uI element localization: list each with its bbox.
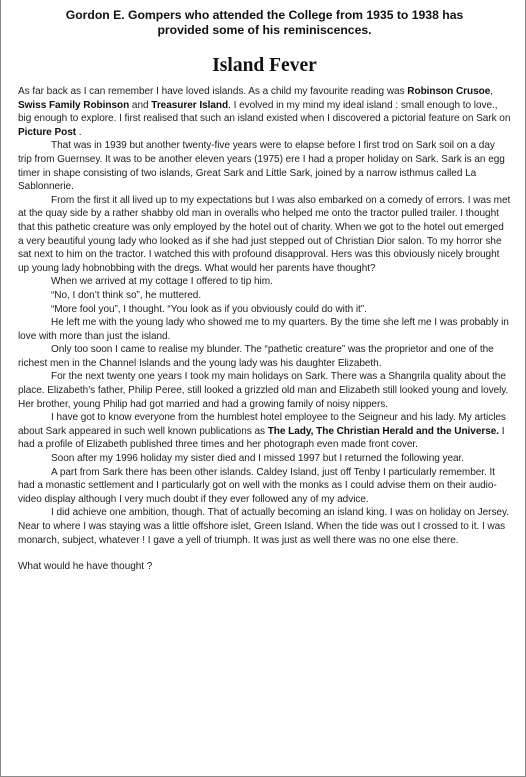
intro-line-1: Gordon E. Gompers who attended the College from 1935 to 1938 has (65, 8, 464, 22)
paragraph-3: From the first it all lived up to my expectations but I was also embarked on a comedy of errors. I was met at the quay side by a rather shabby old man in overalls who helped me onto the tractor pulled trailer. I thought that this pathetic creature was only employed by the hotel out of charity. When we got to the hotel out emerged a very beautiful young lady who looked as if she had just stepped out of Christian Dior salon. To my horror she sat next to him on the tractor. I watched this with profound disapproval. Hers was this obviously nicely brought up young lady hobnobbing with the dregs. What would her parents have thought? (18, 194, 511, 274)
article-body (18, 85, 511, 574)
paragraph-4: When we arrived at my cottage I offered to tip him. (51, 276, 273, 288)
paragraph-8: Only too soon I came to realise my blunder. The “pathetic creature” was the proprietor and one of the richest men in the Channel Islands and the young lady was his daughter Elizabeth. (18, 344, 494, 369)
paragraph-1-text-f: . (76, 126, 82, 138)
paragraph-1 (18, 85, 511, 139)
paragraph-10-text-a: I have got to know everyone from the humblest hotel employee to the Seigneur and his lady. My articles about Sark appeared in such well known publications as (18, 412, 506, 437)
article-title: Island Fever (212, 55, 317, 76)
paragraph-13: I did achieve one ambition, though. That of actually becoming an island king. I was on holiday on Jersey. Near to where I was staying was a little offshore islet, Green Island. When the tide was out I crossed to it. I was monarch, subject, whatever ! I gave a yell of triumph. It was just as well there was no one else there. (18, 507, 509, 546)
paragraph-7: He left me with the young lady who showed me to my quarters. By the time she left me I was probably in love with more than just the island. (18, 317, 509, 342)
paragraph-1-text-e: . I evolved in my mind my ideal island : small enough to love., big enough to explore. I first realised that such an island existed when I discovered a pictorial feature on Sark on (18, 99, 511, 125)
intro-line-2: provided some of his reminiscences. (157, 23, 372, 37)
paragraph-2: That was in 1939 but another twenty-five years were to elapse before I first trod on Sark soil on a day trip from Guernsey. It was to be another eleven years (1975) ere I had a proper holiday on Sark. Sark is an egg timer in shape consisting of two islands, Great Sark and Little Sark, joined by a narrow isthmus called La Sablonnerie. (18, 140, 505, 193)
book-title-treasurer-island: Treasurer Island (151, 99, 229, 111)
paragraph-5: “No, I don’t think so”, he muttered. (51, 289, 202, 301)
magazine-title-picture-post: Picture Post (18, 126, 77, 138)
paragraph-12: A part from Sark there has been other islands. Caldey Island, just off Tenby I particularly remember. It had a monastic settlement and I particularly got on well with the monks as I could advise them on their audio-video display although I very much doubt if they ever followed any of my advice. (18, 466, 497, 505)
paragraph-6: “More fool you”, I thought. “You look as if you obviously could do with it”. (51, 303, 367, 315)
paragraph-1-text-a: As far back as I can remember I have loved islands. As a child my favourite reading was (18, 86, 408, 97)
intro-note (18, 8, 511, 38)
paragraph-1-text-d: and (129, 99, 152, 111)
paragraph-1-text-c: , (490, 86, 494, 97)
paragraph-10-text-c: I had a profile of Elizabeth published three times and her photograph even made front cover. (18, 425, 505, 451)
book-title-swiss-family-robinson: Swiss Family Robinson (18, 99, 130, 111)
paragraph-10 (18, 411, 511, 452)
paragraph-9: For the next twenty one years I took my main holidays on Sark. There was a Shangrila quality about the place. Elizabeth’s father, Philip Peree, still looked a grizzled old man and Elizabeth still looked young and lovely. Her brother, young Philip had got married and had a growing family of noisy nippers. (18, 371, 509, 410)
paragraph-11: Soon after my 1996 holiday my sister died and I missed 1997 but I returned the following year. (51, 453, 465, 465)
closing-line: What would he have thought ? (18, 561, 153, 573)
book-title-robinson-crusoe: Robinson Crusoe (407, 86, 491, 97)
publication-titles: The Lady, The Christian Herald and the Universe. (267, 425, 500, 437)
